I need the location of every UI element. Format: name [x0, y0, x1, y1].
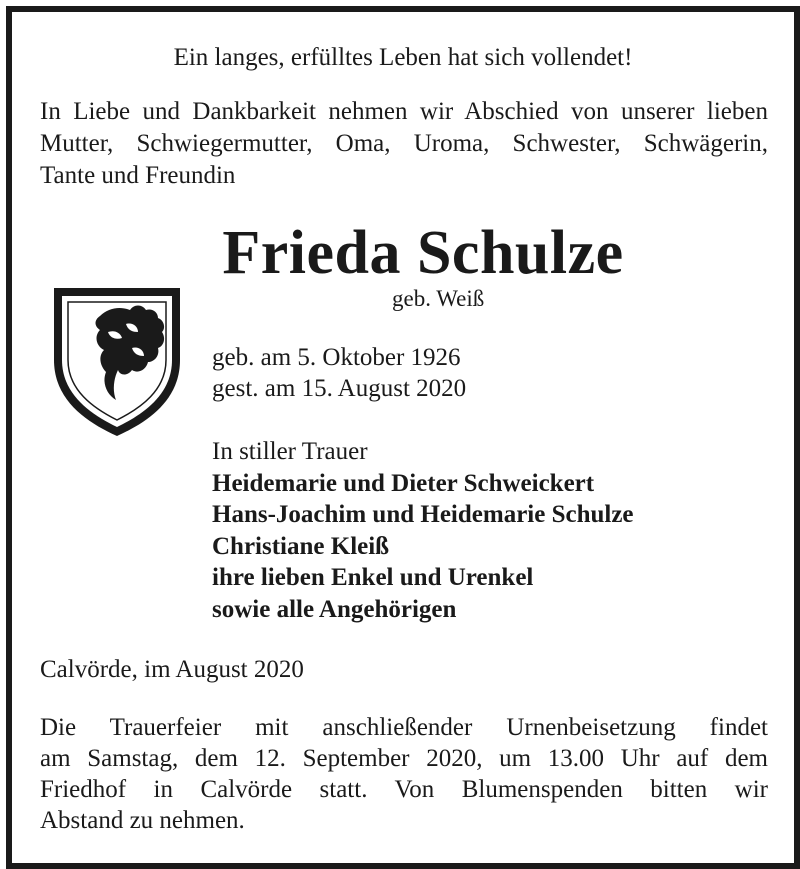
life-dates — [212, 342, 466, 404]
intro-line-3: Tante und Freundin — [40, 162, 236, 189]
notice-line-2: am Samstag, dem 12. September 2020, um 13.00 Uhr auf dem — [40, 745, 768, 772]
motto-line: Ein langes, erfülltes Leben hat sich vollendet! — [173, 44, 633, 71]
birth-date: geb. am 5. Oktober 1926 — [212, 344, 461, 371]
notice-line-3: Friedhof in Calvörde statt. Von Blumenspenden bitten wir — [40, 776, 768, 803]
mourner-name: Hans-Joachim und Heidemarie Schulze — [212, 501, 634, 528]
intro-line-1: In Liebe und Dankbarkeit nehmen wir Abschied von unserer lieben — [40, 98, 768, 125]
mourners-block — [212, 436, 634, 625]
place-and-date: Calvörde, im August 2020 — [40, 656, 304, 683]
mourning-lead: In stiller Trauer — [212, 438, 368, 465]
intro-line-2: Mutter, Schwiegermutter, Oma, Uroma, Schwester, Schwägerin, — [40, 130, 768, 157]
obituary-frame — [6, 6, 800, 869]
deceased-name: Frieda Schulze — [222, 219, 624, 287]
mourner-name: sowie alle Angehörigen — [212, 595, 457, 623]
death-date: gest. am 15. August 2020 — [212, 375, 467, 402]
mourner-name: Heidemarie und Dieter Schweickert — [212, 469, 595, 497]
maiden-name: geb. Weiß — [392, 286, 485, 311]
notice-line-4: Abstand zu nehmen. — [40, 807, 245, 834]
notice-line-1: Die Trauerfeier mit anschließender Urnenbeisetzung findet — [40, 714, 768, 741]
heraldic-shield-icon — [48, 282, 186, 440]
intro-text — [40, 96, 768, 160]
mourner-name: Christiane Kleiß — [212, 532, 390, 560]
mourner-name: ihre lieben Enkel und Urenkel — [212, 564, 534, 591]
funeral-notice — [40, 712, 768, 836]
